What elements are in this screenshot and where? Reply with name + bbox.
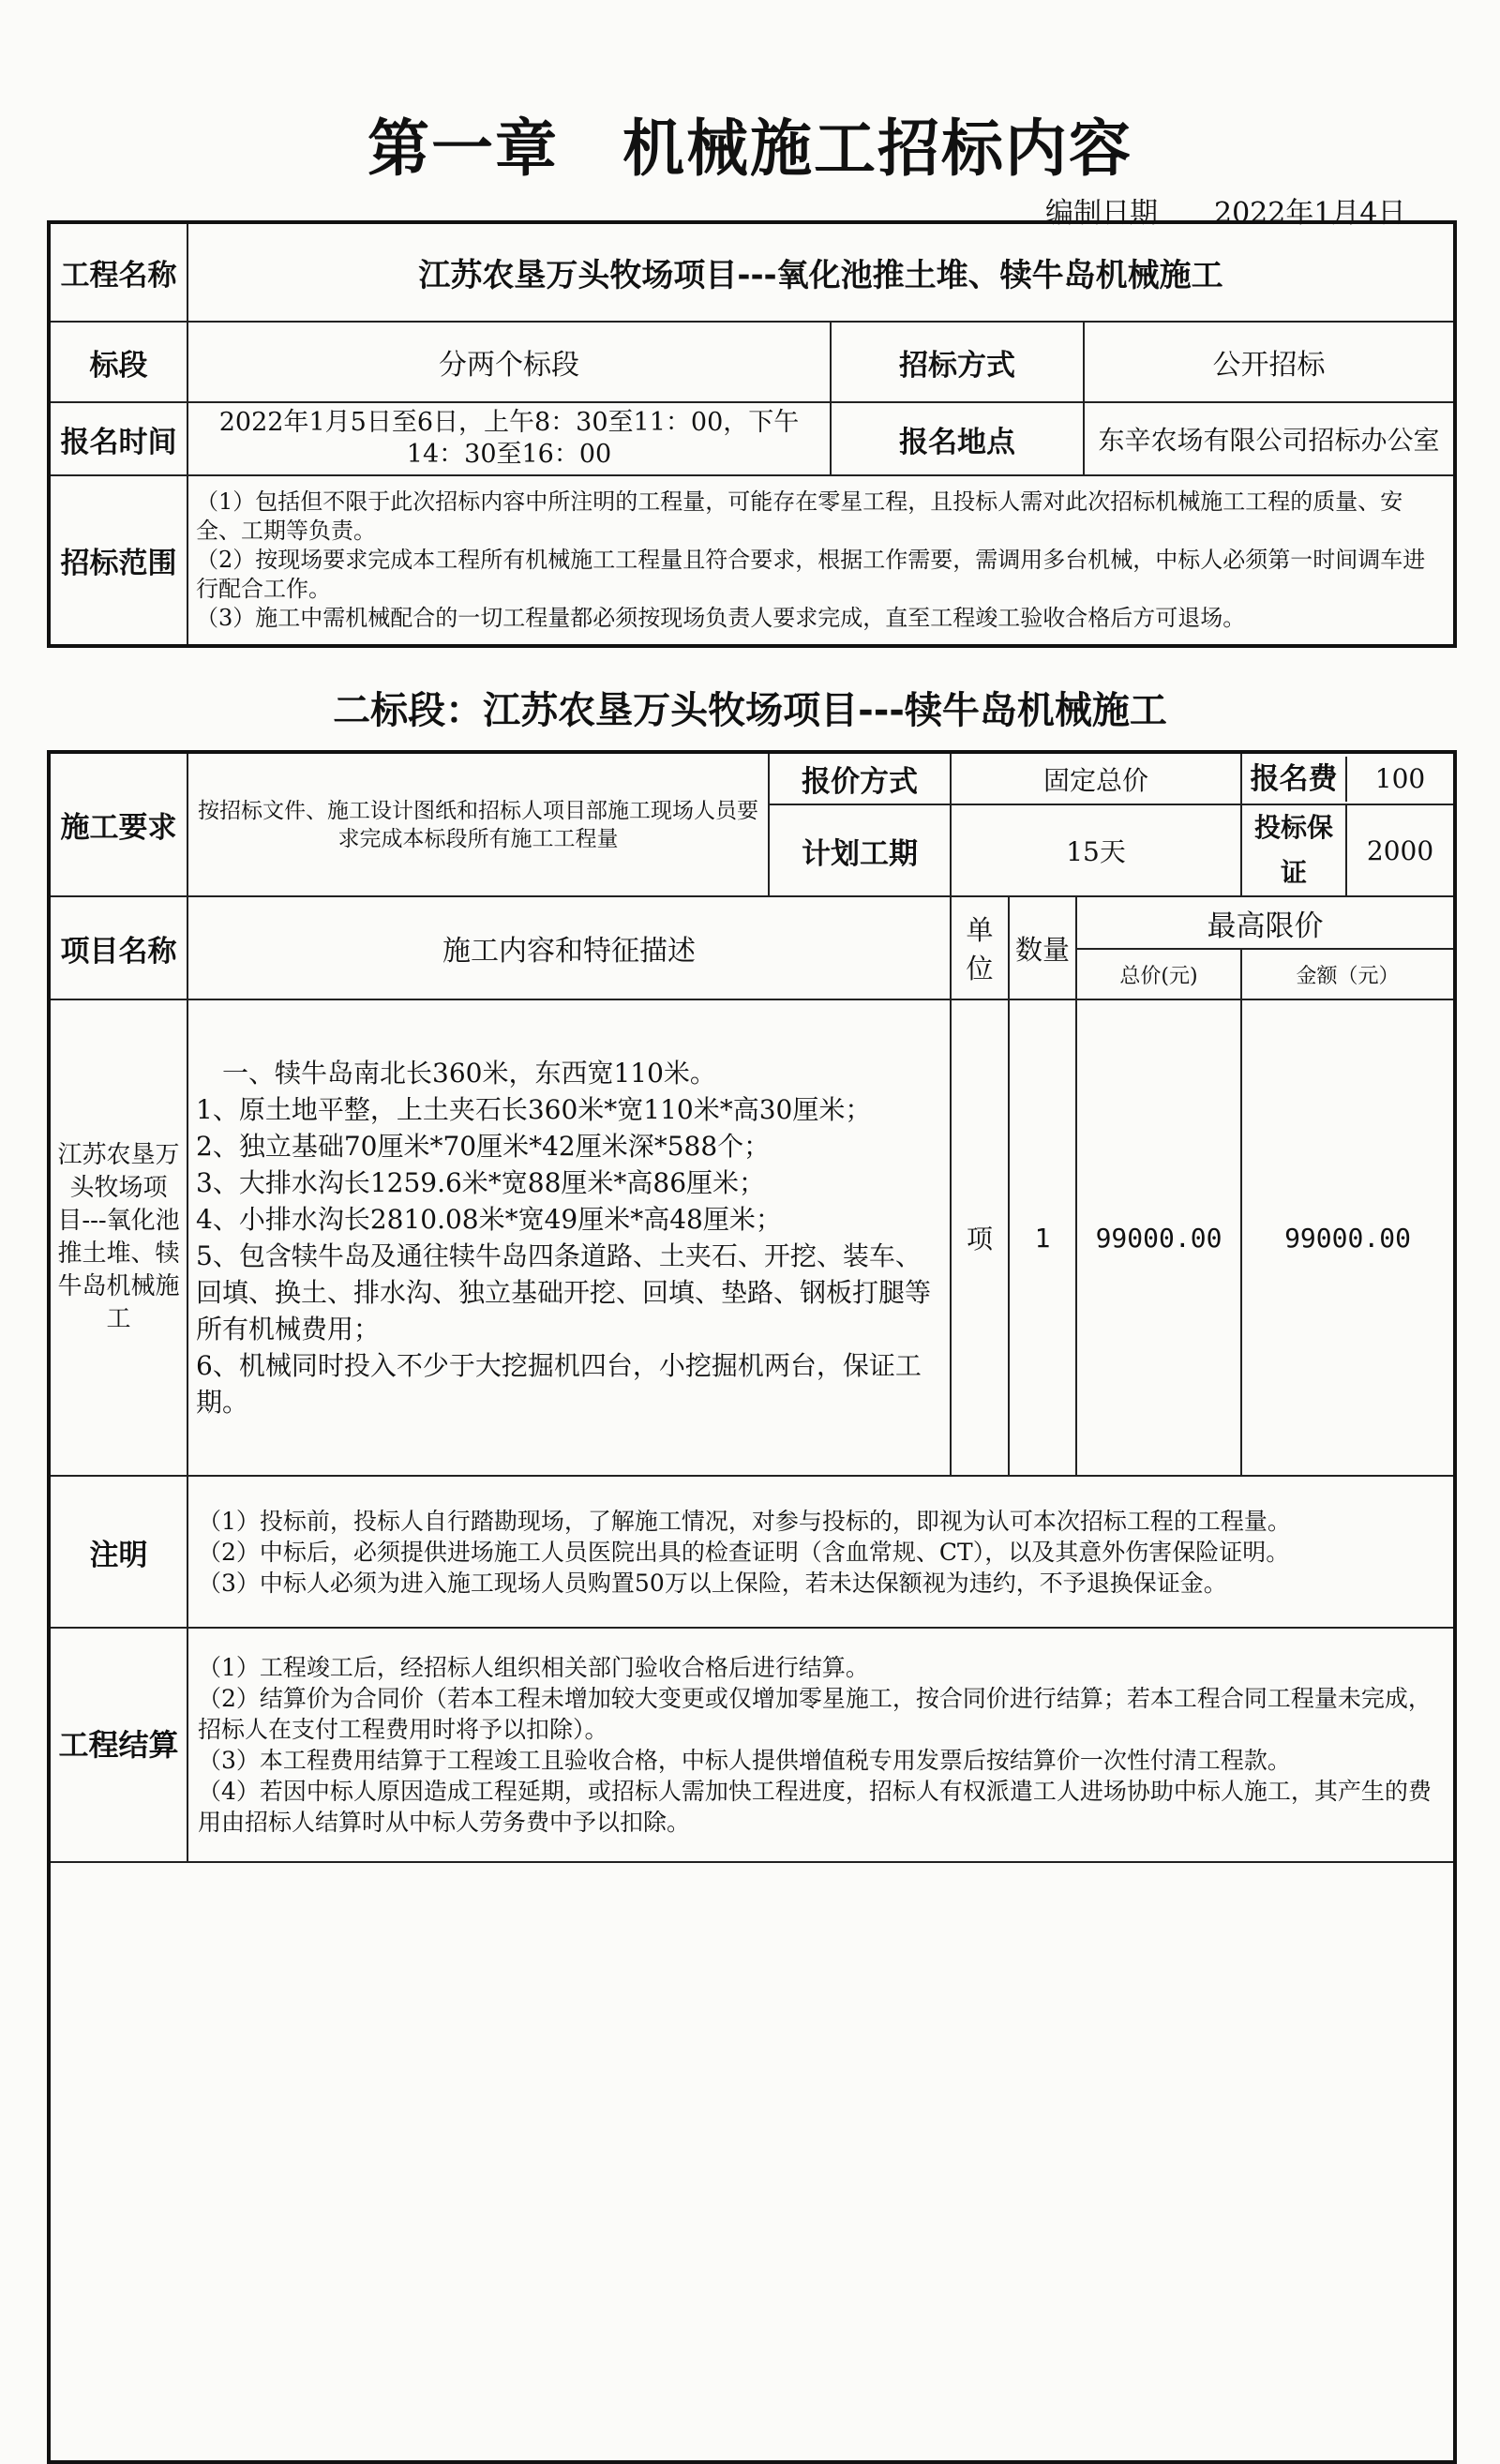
date-label: 编制日期 (1045, 197, 1158, 230)
requirement-label: 施工要求 (49, 752, 188, 896)
settlement-item: （4）若因中标人原因造成工程延期，或招标人需加快工程进度，招标人有权派遣工人进场协助中标人施工，其产生的费用由招标人结算时从中标人劳务费中予以扣除。 (198, 1778, 1432, 1836)
header-amount: 金额（元） (1241, 949, 1455, 999)
header-qty: 数量 (1009, 896, 1076, 999)
item-amount: 99000.00 (1241, 999, 1455, 1476)
note-item: （1）投标前，投标人自行踏勘现场，了解施工情况，对参与投标的，即视为认可本次招标工程的工程量。 (198, 1507, 1291, 1535)
reg-place-value: 东辛农场有限公司招标办公室 (1084, 402, 1455, 475)
header-total: 总价(元) (1076, 949, 1241, 999)
fee-label: 报名费 (1242, 757, 1347, 802)
notes-text (188, 1476, 1455, 1628)
scope-text (188, 475, 1455, 646)
section-two-title: 二标段：江苏农垦万头牧场项目---犊牛岛机械施工 (333, 689, 1167, 732)
desc-line: 一、犊牛岛南北长360米，东西宽110米。 (196, 1058, 716, 1089)
period-value: 15天 (951, 804, 1241, 896)
desc-line: 1、原土地平整，上土夹石长360米*宽110米*高30厘米； (196, 1094, 872, 1125)
settlement-item: （2）结算价为合同价（若本工程未增加较大变更或仅增加零星施工，按合同价进行结算；若本工程合同工程量未完成，招标人在支付工程费用时将予以扣除）。 (198, 1685, 1432, 1743)
note-item: （3）中标人必须为进入施工现场人员购置50万以上保险，若未达保额视为违约，不予退换保证金。 (198, 1569, 1227, 1597)
header-content: 施工内容和特征描述 (188, 896, 951, 999)
header-unit: 单位 (951, 896, 1009, 999)
period-label: 计划工期 (769, 804, 951, 896)
blank-area (49, 1862, 1455, 2462)
bid-method-label: 招标方式 (831, 322, 1084, 402)
item-name: 江苏农垦万头牧场项目---氧化池推土堆、犊牛岛机械施工 (49, 999, 188, 1476)
settlement-item: （3）本工程费用结算于工程竣工且验收合格，中标人提供增值税专用发票后按结算价一次性付清工程款。 (198, 1747, 1291, 1774)
scope-item: （1）包括但不限于此次招标内容中所注明的工程量，可能存在零星工程，且投标人需对此次招标机械施工工程的质量、安全、工期等负责。 (196, 488, 1403, 544)
settlement-label: 工程结算 (49, 1628, 188, 1862)
section-two-table (47, 750, 1457, 2464)
reg-time-label: 报名时间 (49, 402, 188, 475)
scope-item: （3）施工中需机械配合的一切工程量都必须按现场负责人要求完成，直至工程竣工验收合格后方可退场。 (196, 605, 1246, 631)
project-info-table (47, 220, 1457, 648)
scope-label: 招标范围 (49, 475, 188, 646)
desc-line: 6、机械同时投入不少于大挖掘机四台，小挖掘机两台，保证工期。 (196, 1350, 922, 1418)
project-name-label: 工程名称 (49, 222, 188, 322)
quote-method-label: 报价方式 (769, 752, 951, 804)
section-value: 分两个标段 (188, 322, 831, 402)
reg-place-label: 报名地点 (831, 402, 1084, 475)
quote-method-value: 固定总价 (951, 752, 1241, 804)
desc-line: 3、大排水沟长1259.6米*宽88厘米*高86厘米； (196, 1167, 766, 1198)
deposit-label: 投标保证 (1242, 805, 1347, 895)
settlement-item: （1）工程竣工后，经招标人组织相关部门验收合格后进行结算。 (198, 1654, 869, 1681)
item-description (188, 999, 951, 1476)
notes-label: 注明 (49, 1476, 188, 1628)
settlement-text (188, 1628, 1455, 1862)
scope-item: （2）按现场要求完成本工程所有机械施工工程量且符合要求，根据工作需要，需调用多台机械，中标人必须第一时间调车进行配合工作。 (196, 547, 1426, 602)
deposit-cell (1241, 804, 1455, 896)
item-unit: 项 (951, 999, 1009, 1476)
item-qty: 1 (1009, 999, 1076, 1476)
desc-line: 5、包含犊牛岛及通往犊牛岛四条道路、土夹石、开挖、装车、回填、换土、排水沟、独立基础开挖、回填、垫路、钢板打腿等所有机械费用； (196, 1240, 932, 1345)
section-label: 标段 (49, 322, 188, 402)
desc-line: 4、小排水沟长2810.08米*宽49厘米*高48厘米； (196, 1204, 782, 1235)
date-value: 2022年1月4日 (1214, 197, 1406, 230)
requirement-text: 按招标文件、施工设计图纸和招标人项目部施工现场人员要求完成本标段所有施工工程量 (188, 752, 769, 896)
item-total: 99000.00 (1076, 999, 1241, 1476)
fee-value: 100 (1374, 763, 1426, 794)
bid-method-value: 公开招标 (1084, 322, 1455, 402)
fee-cell (1241, 752, 1455, 804)
desc-line: 2、独立基础70厘米*70厘米*42厘米深*588个； (196, 1131, 771, 1162)
deposit-value: 2000 (1366, 834, 1434, 866)
page-title: 第一章 机械施工招标内容 (368, 113, 1132, 185)
reg-time-value: 2022年1月5日至6日，上午8：30至11：00，下午14：30至16：00 (188, 402, 831, 475)
header-item-name: 项目名称 (49, 896, 188, 999)
note-item: （2）中标后，必须提供进场施工人员医院出具的检查证明（含血常规、CT），以及其意外伤害保险证明。 (198, 1538, 1290, 1566)
header-max-price: 最高限价 (1076, 896, 1455, 949)
project-name-value: 江苏农垦万头牧场项目---氧化池推土堆、犊牛岛机械施工 (188, 222, 1455, 322)
